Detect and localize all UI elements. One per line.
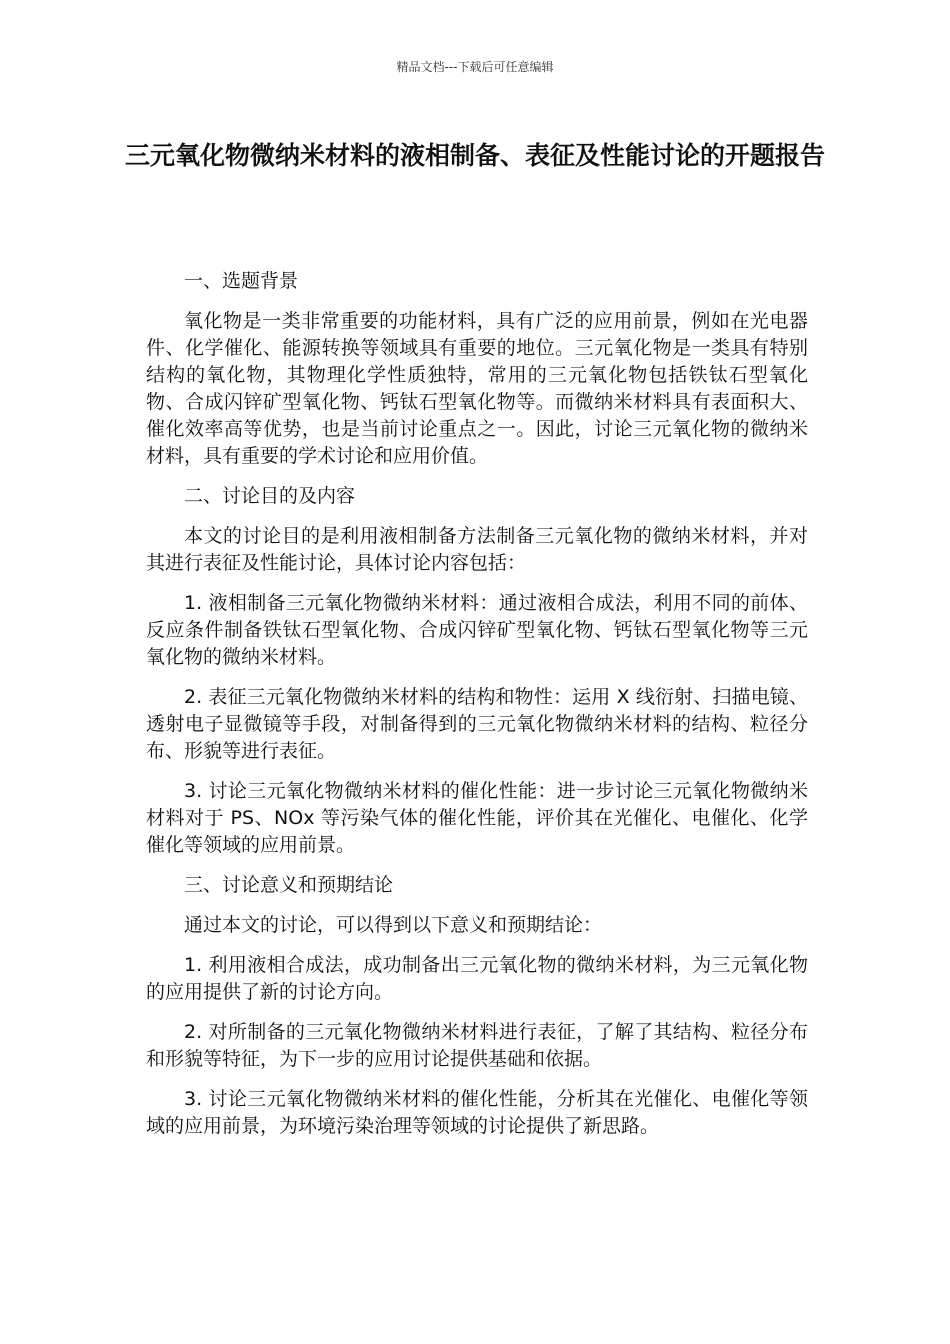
list-item-significance-3: 3. 讨论三元氧化物微纳米材料的催化性能，分析其在光催化、电催化等领域的应用前景，为环境污染治理等领域的讨论提供了新思路。	[146, 1088, 808, 1137]
list-item-purpose-3: 3. 讨论三元氧化物微纳米材料的催化性能：进一步讨论三元氧化物微纳米材料对于 PS、NOx 等污染气体的催化性能，评价其在光催化、电催化、化学催化等领域的应用前景。	[146, 780, 808, 856]
section-heading-purpose: 二、讨论目的及内容	[184, 485, 356, 507]
document-body	[146, 268, 808, 1153]
list-item-significance-2: 2. 对所制备的三元氧化物微纳米材料进行表征，了解了其结构、粒径分布和形貌等特征，为下一步的应用讨论提供基础和依据。	[146, 1021, 808, 1070]
paragraph-background: 氧化物是一类非常重要的功能材料，具有广泛的应用前景，例如在光电器件、化学催化、能源转换等领域具有重要的地位。三元氧化物是一类具有特别结构的氧化物，其物理化学性质独特，常用的三元氧化物包括铁钛石型氧化物、合成闪锌矿型氧化物、钙钛石型氧化物等。而微纳米材料具有表面积大、催化效率高等优势，也是当前讨论重点之一。因此，讨论三元氧化物的微纳米材料，具有重要的学术讨论和应用价值。	[146, 310, 808, 467]
header-note: 精品文档---下载后可任意编辑	[396, 60, 554, 74]
section-heading-significance: 三、讨论意义和预期结论	[184, 874, 394, 896]
document-title: 三元氧化物微纳米材料的液相制备、表征及性能讨论的开题报告	[124, 141, 825, 170]
paragraph-significance-intro: 通过本文的讨论，可以得到以下意义和预期结论：	[184, 914, 603, 936]
paragraph-purpose-intro: 本文的讨论目的是利用液相制备方法制备三元氧化物的微纳米材料，并对其进行表征及性能讨论，具体讨论内容包括：	[146, 525, 808, 574]
list-item-purpose-1: 1. 液相制备三元氧化物微纳米材料：通过液相合成法，利用不同的前体、反应条件制备铁钛石型氧化物、合成闪锌矿型氧化物、钙钛石型氧化物等三元氧化物的微纳米材料。	[146, 592, 808, 668]
section-heading-background: 一、选题背景	[184, 270, 299, 292]
list-item-purpose-2: 2. 表征三元氧化物微纳米材料的结构和物性：运用 X 线衍射、扫描电镜、透射电子显微镜等手段，对制备得到的三元氧化物微纳米材料的结构、粒径分布、形貌等进行表征。	[146, 686, 808, 762]
list-item-significance-1: 1. 利用液相合成法，成功制备出三元氧化物的微纳米材料，为三元氧化物的应用提供了新的讨论方向。	[146, 954, 808, 1003]
